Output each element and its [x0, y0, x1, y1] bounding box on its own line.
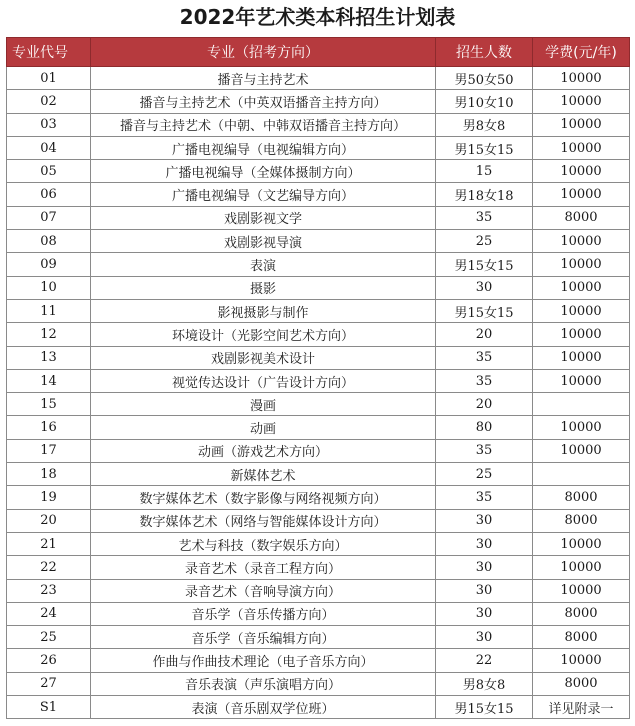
- table-row: [7, 90, 630, 113]
- cell-count: 20: [436, 323, 533, 346]
- cell-code: 04: [7, 136, 91, 159]
- header-major: 专业（招考方向）: [91, 38, 436, 67]
- table-row: [7, 463, 630, 486]
- cell-fee: 8000: [533, 602, 630, 625]
- cell-major: 戏剧影视导演: [91, 230, 436, 253]
- cell-fee: 10000: [533, 416, 630, 439]
- cell-fee: 10000: [533, 276, 630, 299]
- table-row: [7, 602, 630, 625]
- cell-code: 07: [7, 206, 91, 229]
- cell-fee: 详见附录一: [533, 696, 630, 719]
- cell-count: 男15女15: [436, 136, 533, 159]
- cell-major: 环境设计（光影空间艺术方向）: [91, 323, 436, 346]
- cell-major: 表演（音乐剧双学位班）: [91, 696, 436, 719]
- cell-code: 08: [7, 230, 91, 253]
- cell-count: 男15女15: [436, 696, 533, 719]
- cell-code: 01: [7, 67, 91, 90]
- cell-major: 戏剧影视文学: [91, 206, 436, 229]
- cell-count: 80: [436, 416, 533, 439]
- cell-fee: 10000: [533, 230, 630, 253]
- cell-major: 艺术与科技（数字娱乐方向）: [91, 532, 436, 555]
- cell-code: S1: [7, 696, 91, 719]
- table-row: [7, 439, 630, 462]
- table-row: [7, 183, 630, 206]
- cell-fee: 10000: [533, 160, 630, 183]
- cell-major: 动画: [91, 416, 436, 439]
- table-row: [7, 346, 630, 369]
- cell-code: 11: [7, 299, 91, 322]
- cell-code: 14: [7, 369, 91, 392]
- header-code: 专业代号: [7, 38, 91, 67]
- cell-major: 戏剧影视美术设计: [91, 346, 436, 369]
- table-row: [7, 230, 630, 253]
- cell-count: 35: [436, 206, 533, 229]
- cell-major: 音乐表演（声乐演唱方向）: [91, 672, 436, 695]
- cell-count: 30: [436, 276, 533, 299]
- cell-code: 27: [7, 672, 91, 695]
- table-row: [7, 509, 630, 532]
- cell-count: 男50女50: [436, 67, 533, 90]
- cell-count: 20: [436, 393, 533, 416]
- cell-count: 30: [436, 556, 533, 579]
- cell-count: 25: [436, 230, 533, 253]
- cell-major: 表演: [91, 253, 436, 276]
- cell-count: 男15女15: [436, 253, 533, 276]
- table-row: [7, 393, 630, 416]
- cell-code: 15: [7, 393, 91, 416]
- cell-code: 09: [7, 253, 91, 276]
- table-row: [7, 532, 630, 555]
- cell-fee: 10000: [533, 253, 630, 276]
- table-row: [7, 672, 630, 695]
- table-body: [7, 67, 630, 719]
- cell-count: 22: [436, 649, 533, 672]
- cell-code: 22: [7, 556, 91, 579]
- cell-fee: 10000: [533, 556, 630, 579]
- cell-fee: 8000: [533, 509, 630, 532]
- cell-count: 30: [436, 602, 533, 625]
- cell-fee: 10000: [533, 532, 630, 555]
- table-row: [7, 113, 630, 136]
- header-count: 招生人数: [436, 38, 533, 67]
- cell-count: 25: [436, 463, 533, 486]
- table-row: [7, 556, 630, 579]
- cell-count: 男8女8: [436, 113, 533, 136]
- cell-count: 男18女18: [436, 183, 533, 206]
- cell-count: 30: [436, 532, 533, 555]
- cell-count: 35: [436, 369, 533, 392]
- table-row: [7, 253, 630, 276]
- cell-code: 25: [7, 626, 91, 649]
- cell-major: 播音与主持艺术（中朝、中韩双语播音主持方向）: [91, 113, 436, 136]
- table-row: [7, 486, 630, 509]
- cell-code: 26: [7, 649, 91, 672]
- cell-major: 数字媒体艺术（网络与智能媒体设计方向）: [91, 509, 436, 532]
- cell-count: 15: [436, 160, 533, 183]
- table-row: [7, 299, 630, 322]
- cell-fee: 10000: [533, 369, 630, 392]
- table-row: [7, 206, 630, 229]
- cell-major: 作曲与作曲技术理论（电子音乐方向）: [91, 649, 436, 672]
- table-row: [7, 160, 630, 183]
- cell-code: 21: [7, 532, 91, 555]
- cell-count: 男15女15: [436, 299, 533, 322]
- cell-major: 录音艺术（音响导演方向）: [91, 579, 436, 602]
- cell-fee: 10000: [533, 113, 630, 136]
- cell-code: 05: [7, 160, 91, 183]
- cell-fee: 10000: [533, 439, 630, 462]
- cell-count: 30: [436, 579, 533, 602]
- cell-code: 16: [7, 416, 91, 439]
- cell-code: 24: [7, 602, 91, 625]
- cell-count: 30: [436, 509, 533, 532]
- cell-count: 35: [436, 486, 533, 509]
- cell-count: 35: [436, 439, 533, 462]
- cell-code: 23: [7, 579, 91, 602]
- cell-fee: 10000: [533, 323, 630, 346]
- cell-fee: 8000: [533, 672, 630, 695]
- cell-fee: 10000: [533, 183, 630, 206]
- table-row: [7, 626, 630, 649]
- cell-fee: 8000: [533, 486, 630, 509]
- cell-major: 新媒体艺术: [91, 463, 436, 486]
- cell-code: 19: [7, 486, 91, 509]
- table-row: [7, 276, 630, 299]
- cell-code: 06: [7, 183, 91, 206]
- cell-code: 12: [7, 323, 91, 346]
- cell-fee: [533, 463, 630, 486]
- cell-code: 20: [7, 509, 91, 532]
- cell-fee: 10000: [533, 136, 630, 159]
- cell-code: 10: [7, 276, 91, 299]
- cell-major: 影视摄影与制作: [91, 299, 436, 322]
- cell-code: 03: [7, 113, 91, 136]
- cell-fee: 10000: [533, 299, 630, 322]
- cell-code: 02: [7, 90, 91, 113]
- cell-major: 录音艺术（录音工程方向）: [91, 556, 436, 579]
- page-title: 2022年艺术类本科招生计划表: [179, 5, 456, 29]
- cell-fee: [533, 393, 630, 416]
- table-row: [7, 416, 630, 439]
- table-row: [7, 696, 630, 719]
- cell-major: 动画（游戏艺术方向）: [91, 439, 436, 462]
- cell-count: 35: [436, 346, 533, 369]
- cell-major: 音乐学（音乐传播方向）: [91, 602, 436, 625]
- table-row: [7, 649, 630, 672]
- header-row: [7, 38, 630, 67]
- cell-major: 数字媒体艺术（数字影像与网络视频方向）: [91, 486, 436, 509]
- cell-major: 视觉传达设计（广告设计方向）: [91, 369, 436, 392]
- cell-fee: 10000: [533, 579, 630, 602]
- cell-count: 30: [436, 626, 533, 649]
- cell-fee: 10000: [533, 649, 630, 672]
- cell-major: 音乐学（音乐编辑方向）: [91, 626, 436, 649]
- cell-count: 男10女10: [436, 90, 533, 113]
- cell-code: 17: [7, 439, 91, 462]
- cell-fee: 10000: [533, 90, 630, 113]
- table-row: [7, 579, 630, 602]
- cell-count: 男8女8: [436, 672, 533, 695]
- cell-major: 播音与主持艺术: [91, 67, 436, 90]
- table-header: [7, 38, 630, 67]
- cell-fee: 8000: [533, 626, 630, 649]
- table-row: [7, 67, 630, 90]
- header-fee: 学费(元/年): [533, 38, 630, 67]
- enrollment-plan-table: [6, 37, 630, 719]
- table-row: [7, 136, 630, 159]
- cell-code: 13: [7, 346, 91, 369]
- cell-fee: 10000: [533, 67, 630, 90]
- table-row: [7, 369, 630, 392]
- table-row: [7, 323, 630, 346]
- cell-major: 广播电视编导（文艺编导方向）: [91, 183, 436, 206]
- cell-fee: 10000: [533, 346, 630, 369]
- cell-major: 播音与主持艺术（中英双语播音主持方向）: [91, 90, 436, 113]
- cell-major: 广播电视编导（全媒体摄制方向）: [91, 160, 436, 183]
- cell-major: 广播电视编导（电视编辑方向）: [91, 136, 436, 159]
- cell-fee: 8000: [533, 206, 630, 229]
- cell-major: 漫画: [91, 393, 436, 416]
- cell-major: 摄影: [91, 276, 436, 299]
- cell-code: 18: [7, 463, 91, 486]
